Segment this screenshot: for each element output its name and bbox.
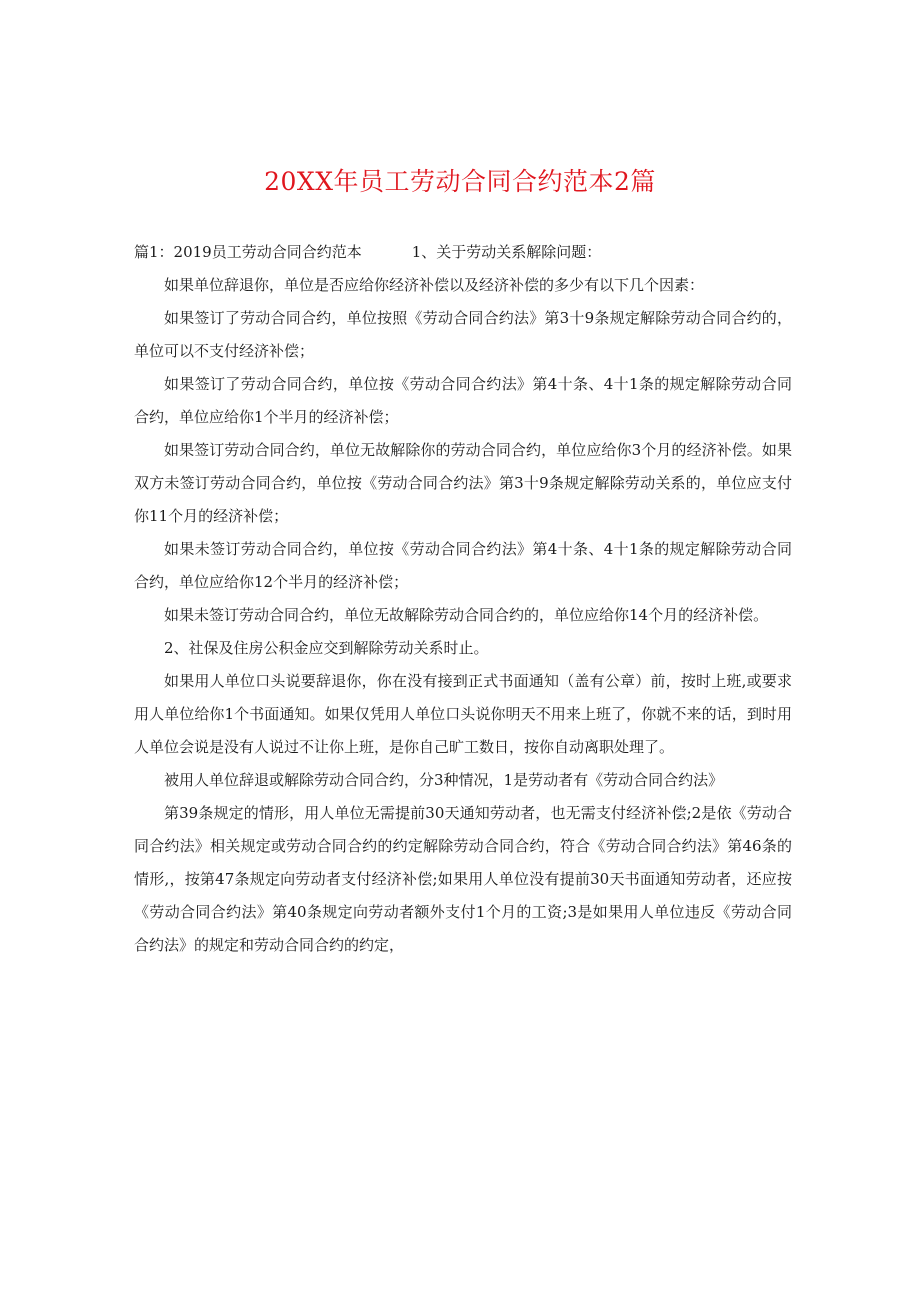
paragraph: 如果未签订劳动合同合约，单位按《劳动合同合约法》第4十条、4十1条的规定解除劳动合同合约，单位应给你12个半月的经济补偿； <box>134 540 792 591</box>
section-heading: 篇1：2019员工劳动合同合约范本 <box>134 243 362 261</box>
document-title: 20XX年员工劳动合同合约范本2篇 <box>264 167 656 196</box>
paragraph: 被用人单位辞退或解除劳动合同合约，分3种情况，1是劳动者有《劳动合同合约法》 <box>164 771 724 789</box>
paragraph: 2、社保及住房公积金应交到解除劳动关系时止。 <box>164 639 489 657</box>
paragraph: 如果签订劳动合同合约，单位无故解除你的劳动合同合约，单位应给你3个月的经济补偿。如果双方未签订劳动合同合约，单位按《劳动合同合约法》第3十9条规定解除劳动关系的，单位应支付你11个月的经济补偿； <box>134 441 792 525</box>
paragraph: 如果用人单位口头说要辞退你，你在没有接到正式书面通知（盖有公章）前，按时上班,或要求用人单位给你1个书面通知。如果仅凭用人单位口头说你明天不用来上班了，你就不来的话，到时用人单位会说是没有人说过不让你上班，是你自己旷工数日，按你自动离职处理了。 <box>134 672 792 756</box>
paragraph: 如果未签订劳动合同合约，单位无故解除劳动合同合约的，单位应给你14个月的经济补偿。 <box>164 606 769 624</box>
paragraph: 如果签订了劳动合同合约，单位按照《劳动合同合约法》第3十9条规定解除劳动合同合约的，单位可以不支付经济补偿； <box>134 309 792 360</box>
paragraph: 如果单位辞退你，单位是否应给你经济补偿以及经济补偿的多少有以下几个因素： <box>164 276 705 294</box>
subsection-heading: 1、关于劳动关系解除问题： <box>411 243 602 261</box>
paragraph: 第39条规定的情形，用人单位无需提前30天通知劳动者，也无需支付经济补偿;2是依《劳动合同合约法》相关规定或劳动合同合约的约定解除劳动合同合约，符合《劳动合同合约法》第46条的情形,，按第47条规定向劳动者支付经济补偿;如果用人单位没有提前30天书面通知劳动者，还应按《劳动合同合约法》第40条规定向劳动者额外支付1个月的工资;3是如果用人单位违反《劳动合同合约法》的规定和劳动合同合约的约定， <box>134 804 792 954</box>
paragraph: 如果签订了劳动合同合约，单位按《劳动合同合约法》第4十条、4十1条的规定解除劳动合同合约，单位应给你1个半月的经济补偿； <box>134 375 792 426</box>
section-heading-line <box>134 236 792 269</box>
document-body <box>134 236 792 962</box>
